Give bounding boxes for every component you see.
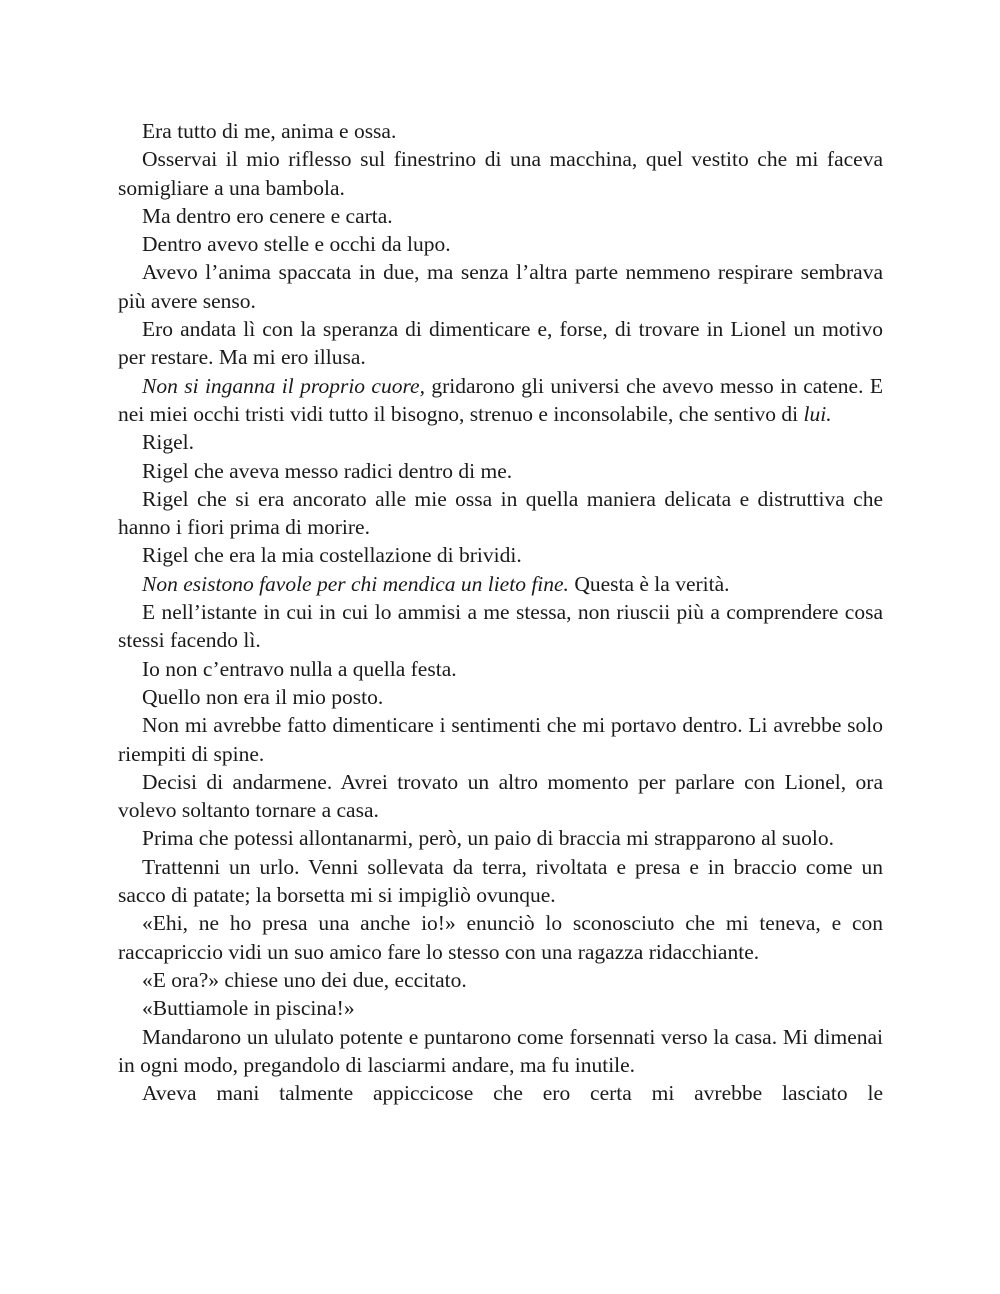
paragraph: Non mi avrebbe fatto dimenticare i sentimenti che mi portavo dentro. Li avrebbe solo riempiti di spine. bbox=[118, 713, 883, 766]
paragraph: Rigel che aveva messo radici dentro di me. bbox=[142, 458, 513, 483]
paragraph: Io non c’entravo nulla a quella festa. bbox=[142, 656, 457, 681]
paragraph: Osservai il mio riflesso sul finestrino di una macchina, quel vestito che mi faceva somigliare a una bambola. bbox=[118, 147, 883, 200]
paragraph: Rigel che era la mia costellazione di brividi. bbox=[142, 543, 522, 568]
paragraph: «Buttiamole in piscina!» bbox=[142, 996, 355, 1021]
paragraph-continued: Aveva mani talmente appiccicose che ero certa mi avrebbe lasciato le bbox=[142, 1081, 883, 1106]
paragraph: Ma dentro ero cenere e carta. bbox=[142, 203, 393, 228]
paragraph: Decisi di andarmene. Avrei trovato un altro momento per parlare con Lionel, ora volevo soltanto tornare a casa. bbox=[118, 769, 883, 823]
paragraph: Quello non era il mio posto. bbox=[142, 684, 384, 709]
italic-text: Non esistono favole per chi mendica un lieto fine. bbox=[142, 571, 569, 596]
paragraph: Non esistono favole per chi mendica un lieto fine. Questa è la verità. bbox=[142, 571, 730, 596]
paragraph: Dentro avevo stelle e occhi da lupo. bbox=[142, 232, 451, 257]
paragraph: Trattenni un urlo. Venni sollevata da terra, rivoltata e presa e in braccio come un sacco di patate; la borsetta mi si impigliò ovunque. bbox=[118, 854, 883, 908]
paragraph: Avevo l’anima spaccata in due, ma senza l’altra parte nemmeno respirare sembrava più avere senso. bbox=[118, 260, 883, 313]
paragraph: Rigel che si era ancorato alle mie ossa in quella maniera delicata e distruttiva che hanno i fiori prima di morire. bbox=[118, 486, 883, 540]
paragraph: Rigel. bbox=[142, 430, 194, 455]
paragraph: Era tutto di me, anima e ossa. bbox=[142, 119, 397, 143]
paragraph: «Ehi, ne ho presa una anche io!» enunciò lo sconosciuto che mi teneva, e con raccapriccio vidi un suo amico fare lo stesso con una ragazza ridacchiante. bbox=[118, 911, 883, 964]
paragraph: Non si inganna il proprio cuore, gridarono gli universi che avevo messo in catene. E nei miei occhi tristi vidi tutto il bisogno, strenuo e inconsolabile, che sentivo di lui. bbox=[118, 373, 883, 426]
book-page-text bbox=[118, 117, 883, 1107]
paragraph: Ero andata lì con la speranza di dimenticare e, forse, di trovare in Lionel un motivo per restare. Ma mi ero illusa. bbox=[118, 317, 883, 370]
paragraph: Mandarono un ululato potente e puntarono come forsennati verso la casa. Mi dimenai in ogni modo, pregandolo di lasciarmi andare, ma fu inutile. bbox=[118, 1024, 883, 1077]
paragraph: «E ora?» chiese uno dei due, eccitato. bbox=[142, 967, 467, 992]
paragraph: E nell’istante in cui in cui lo ammisi a me stessa, non riuscii più a comprendere cosa stessi facendo lì. bbox=[118, 600, 883, 653]
paragraph: Prima che potessi allontanarmi, però, un paio di braccia mi strapparono al suolo. bbox=[142, 826, 834, 851]
italic-text: Non si inganna il proprio cuore, bbox=[142, 373, 425, 398]
italic-text: lui. bbox=[803, 401, 832, 426]
